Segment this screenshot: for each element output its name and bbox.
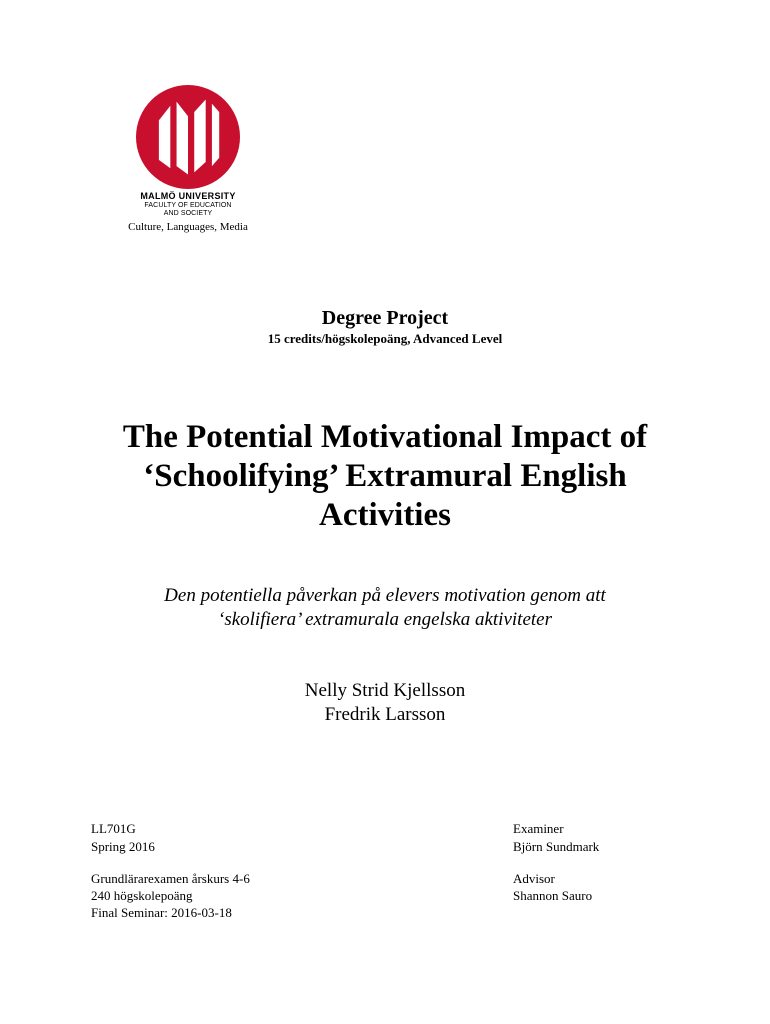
points: 240 högskolepoäng <box>91 888 193 903</box>
document-type: Degree Project <box>321 307 449 329</box>
swedish-subtitle <box>0 584 770 632</box>
advisor-name: Shannon Sauro <box>513 888 593 903</box>
author-name: Nelly Strid Kjellsson <box>304 680 466 701</box>
examiner-label: Examiner <box>513 821 564 836</box>
department-name: Culture, Languages, Media <box>128 221 248 233</box>
author-list <box>0 679 770 727</box>
subtitle-line: Den potentiella påverkan på elevers motivation genom att <box>164 585 606 606</box>
malmo-university-logo-icon <box>136 85 240 189</box>
thesis-title <box>0 418 770 535</box>
program: Grundlärarexamen årskurs 4-6 <box>91 871 250 886</box>
examiner-name: Björn Sundmark <box>513 839 600 854</box>
subtitle-line: ‘skolifiera’ extramurala engelska aktiviteter <box>218 609 552 630</box>
faculty-line-2: AND SOCIETY <box>163 210 213 217</box>
title-line: Activities <box>319 497 451 533</box>
advisor-label: Advisor <box>513 871 555 886</box>
term: Spring 2016 <box>91 839 155 854</box>
course-code: LL701G <box>91 821 136 836</box>
author-name: Fredrik Larsson <box>324 704 446 725</box>
final-seminar: Final Seminar: 2016-03-18 <box>91 905 232 920</box>
faculty-line-1: FACULTY OF EDUCATION <box>144 202 232 209</box>
title-line: The Potential Motivational Impact of <box>122 419 648 455</box>
credits-line: 15 credits/högskolepoäng, Advanced Level <box>267 331 503 346</box>
title-line: ‘Schoolifying’ Extramural English <box>143 458 627 494</box>
university-name: MALMÖ UNIVERSITY <box>140 191 236 201</box>
